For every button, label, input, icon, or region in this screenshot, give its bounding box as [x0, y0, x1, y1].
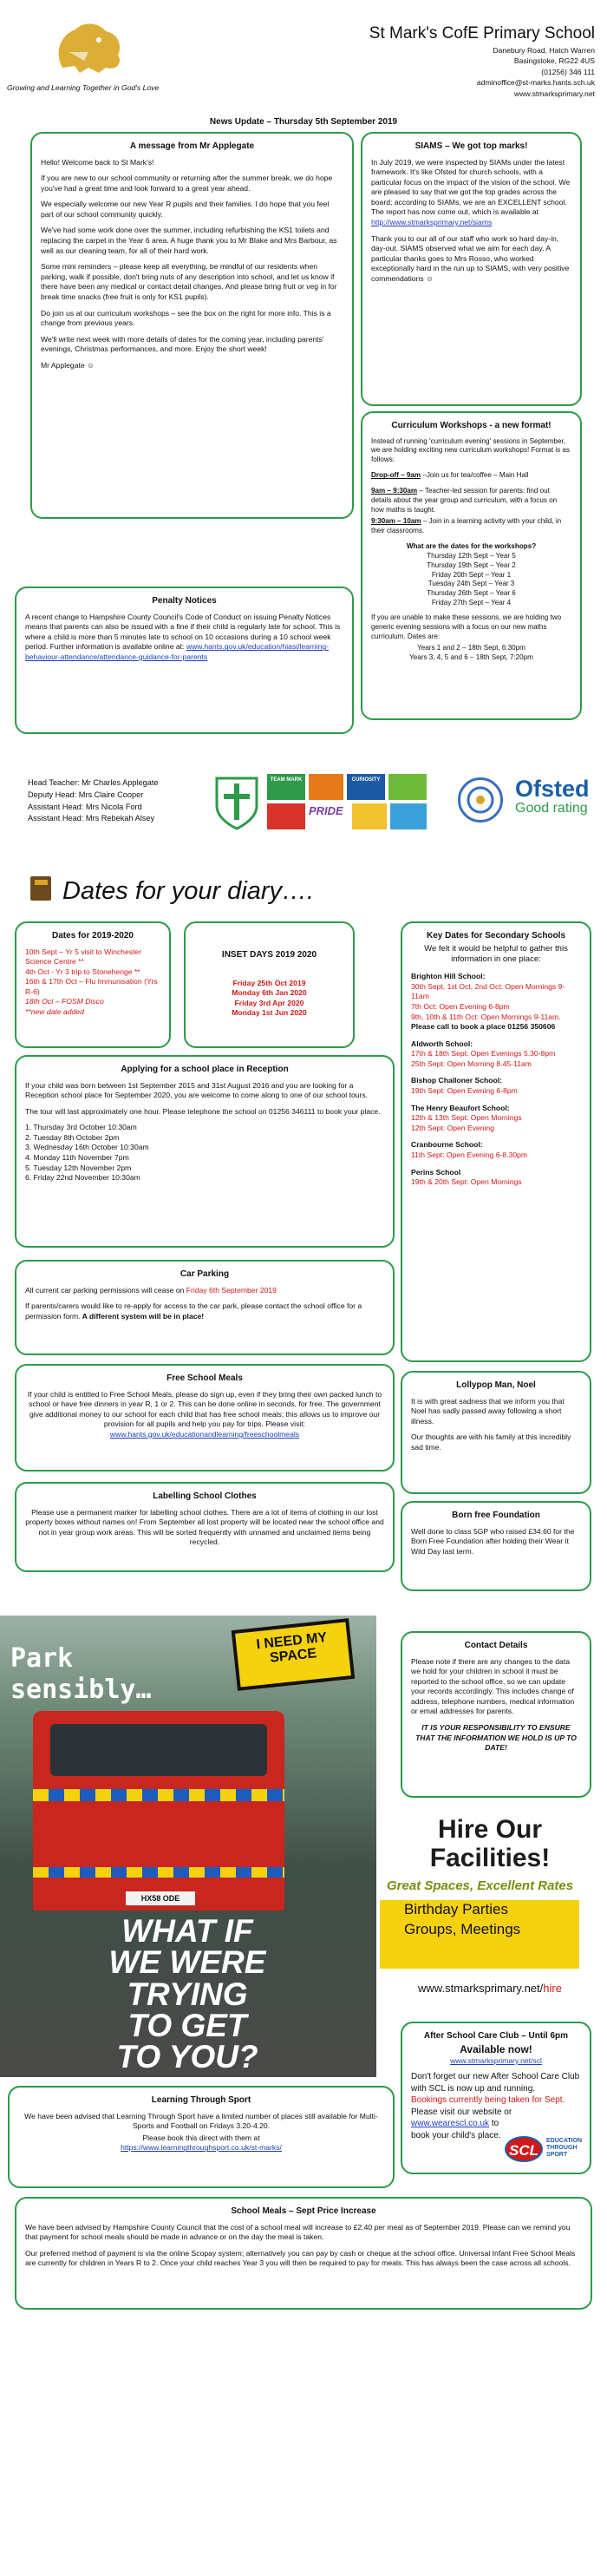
- school-logo: [45, 17, 132, 80]
- after-school-club-box: [401, 2022, 591, 2174]
- hire-birthday: Birthday Parties: [380, 1900, 579, 1920]
- slogan-line: WE WERE: [108, 1944, 266, 1981]
- lion-icon: [45, 17, 132, 80]
- badge-icon: [460, 780, 500, 820]
- workshop-date: Thursday 19th Sept – Year 2: [427, 560, 516, 569]
- slogan-line: TRYING: [127, 1976, 248, 2012]
- date-item: 10th Sept – Yr 5 visit to Winchester Science Centre **: [25, 947, 142, 967]
- join-in-text: – Join in a learning activity with your child, in their classrooms.: [371, 516, 562, 534]
- sport-title: Learning Through Sport: [151, 2095, 251, 2105]
- workshop-date: Friday 27th Sept – Year 4: [431, 599, 512, 607]
- car-parking-box: [15, 1260, 395, 1355]
- contact-emphasis: IT IS YOUR RESPONSIBILITY TO ENSURE THAT THE INFORMATION WE HOLD IS UP TO DATE!: [415, 1723, 577, 1753]
- penalty-notices-box: [15, 587, 354, 734]
- slogan-line: TO GET: [127, 2007, 247, 2043]
- award-badge: [458, 777, 503, 823]
- join-in-label: 9:30am – 10am: [371, 516, 421, 525]
- ofsted-word: Ofsted: [515, 776, 590, 802]
- tour-date: 6. Friday 22nd November 10:30am: [25, 1173, 140, 1183]
- diary-book-icon: [28, 875, 54, 902]
- school-date-line: 17th & 18th Sept: Open Evenings 5.30-8pm: [411, 1049, 556, 1059]
- church-crest: [213, 775, 260, 832]
- school-name-entry: Cranbourne School:: [411, 1140, 483, 1150]
- fire-engine-stripe: [33, 1789, 284, 1801]
- scl-logo: [505, 2134, 588, 2166]
- welcome-signoff: Mr Applegate ☺: [41, 361, 95, 370]
- school-date-line: 7th Oct: Open Evening 6-8pm: [411, 1001, 510, 1011]
- parking-date: Friday 6th September 2019: [186, 1285, 277, 1295]
- secondary-schools-box: [401, 921, 591, 1362]
- values-tile: [388, 774, 427, 800]
- school-name-entry: Brighton Hill School:: [411, 972, 486, 981]
- school-motto: Growing and Learning Together in God's Love: [7, 83, 160, 92]
- sensibly-text: sensibly…: [10, 1675, 152, 1705]
- welcome-title: A message from Mr Applegate: [129, 141, 255, 151]
- values-tile: [309, 774, 343, 800]
- reception-booking: The tour will last approximately one hour. Please telephone the school on 01256 346111 to book your place.: [25, 1106, 381, 1116]
- inset-day: Monday 1st Jun 2020: [232, 1008, 307, 1018]
- dates-title: Dates for 2019-2020: [52, 931, 134, 941]
- afterschool-link[interactable]: www.stmarksprimary.net/scl: [450, 2055, 542, 2065]
- values-tile: [267, 803, 305, 829]
- parking-warning: A different system will be in place!: [80, 1311, 205, 1321]
- values-tile: [352, 803, 387, 829]
- labelling-text: Please use a permanent marker for labelling school clothes. There are a lot of items of clothing in our lost property boxes without names on! From September all lost property will be located near the school office and not in year group work areas. This will be sorted frequently with unnamed and unclaimed items being recycled.: [25, 1507, 384, 1547]
- scl-website-link[interactable]: www.wearescl.co.uk: [411, 2119, 490, 2129]
- school-date-line: 9th, 10th & 11th Oct: Open Mornings 9-11am.: [411, 1012, 561, 1021]
- tour-date: 3. Wednesday 16th October 10:30am: [25, 1143, 149, 1152]
- curiosity-logo: CURIOSITY: [347, 774, 385, 800]
- slogan-line: TO YOU?: [116, 2039, 258, 2075]
- inset-title: INSET DAYS 2019 2020: [221, 950, 317, 960]
- what-if-slogan: [14, 1913, 361, 2075]
- meals-price-title: School Meals – Sept Price Increase: [231, 2206, 376, 2216]
- afterschool-book: to book your child's place.: [411, 2119, 501, 2140]
- siams-report-link[interactable]: http://www.stmarksprimary.net/siams: [371, 218, 493, 227]
- hire-groups: Groups, Meetings: [380, 1920, 579, 1969]
- born-free-box: [401, 1501, 591, 1591]
- welcome-paragraph: We'll write next week with more details of dates for the coming year, including parents' evenings, Christmas performances, and more. Enjoy the short week!: [41, 334, 324, 354]
- school-date-line: 25th Sept: Open Morning 8.45-11am: [411, 1059, 532, 1068]
- tour-date: 1. Thursday 3rd October 10:30am: [25, 1123, 137, 1132]
- workshop-date: Friday 20th Sept – Year 1: [431, 570, 512, 579]
- hire-url-base: www.stmarksprimary.net/: [418, 1982, 544, 1996]
- calendar-icon: [28, 875, 54, 902]
- afterschool-visit: Please visit our website or: [411, 2107, 512, 2117]
- reception-title: Applying for a school place in Reception: [121, 1065, 289, 1074]
- address-line: Basingstoke, RG22 4US: [513, 56, 595, 66]
- welcome-paragraph: Some mini reminders – please keep all everything, be mindful of our residents when parking, walk if possible, don't bring nuts of any description into school, and let us know if there have been any medical or contact detail changes. And please bring fruit or veg in for break time snacks (free fruit is only for KS1 pupils).: [41, 262, 337, 302]
- staff-member: Assistant Head: Mrs Nicola Ford: [28, 802, 142, 811]
- news-update-date: News Update – Thursday 5th September 2019: [209, 117, 398, 127]
- school-name-entry: The Henry Beaufort School:: [411, 1103, 510, 1112]
- staff-list: [28, 777, 159, 825]
- siams-box: [361, 132, 582, 406]
- park-text: Park: [10, 1643, 74, 1674]
- sport-link[interactable]: https://www.learningthroughsport.co.uk/st-marks/: [121, 2143, 282, 2153]
- welcome-paragraph: We especially welcome our new Year R pupils and their families. I do hope that you feel part of our school community quickly.: [41, 200, 330, 219]
- staff-member: Deputy Head: Mrs Claire Cooper: [28, 790, 144, 799]
- school-date-line: 12th Sept: Open Evening: [411, 1123, 495, 1132]
- siams-title: SIAMS – We got top marks!: [414, 141, 528, 151]
- values-logos: [267, 774, 430, 829]
- scl-logo-text: SPORT: [546, 2152, 568, 2159]
- scl-logo-mark: SCL: [505, 2136, 543, 2162]
- website-address[interactable]: www.stmarksprimary.net: [514, 88, 595, 98]
- meals-price-text: We have been advised by Hampshire County Council that the cost of a school meal will increase to £2.40 per meal as of September 2019. Please can we remind you that payment for school meals should be made in advance or on the day the meal is taken.: [25, 2222, 571, 2242]
- email-address[interactable]: adminoffice@st-marks.hants.sch.uk: [476, 78, 595, 88]
- values-tile: [390, 803, 427, 829]
- fire-engine-stripe: [33, 1867, 284, 1878]
- free-school-meals-box: [15, 1364, 395, 1472]
- afterschool-text: Don't forget our new After School Care Club with SCL is now up and running.: [411, 2072, 580, 2094]
- sport-text: We have been advised that Learning Through Sport have a limited number of places still available for Multi-Sports and Football on Fridays 3.20-4.20.: [24, 2111, 378, 2131]
- welcome-paragraph: Do join us at our curriculum workshops – see the box on the right for more info. This is a change from previous years.: [41, 308, 331, 328]
- workshops-outro: If you are unable to make these sessions, we are holding two generic evening sessions with a focus on our new maths curriculum. Dates are:: [371, 613, 562, 641]
- hire-url-path: hire: [543, 1982, 562, 1996]
- reception-places-box: [15, 1055, 395, 1248]
- afterschool-title: After School Care Club – Until 6pm: [423, 2031, 569, 2041]
- labelling-clothes-box: [15, 1482, 395, 1572]
- inset-day: Friday 3rd Apr 2020: [234, 998, 304, 1007]
- hire-facilities-advert: [380, 1815, 600, 2011]
- parking-title: Car Parking: [179, 1269, 230, 1279]
- meals-text: If your child is entitled to Free School Meals, please do sign up, even if they bring their own packed lunch to school or have free dinners in year R, 1 or 2. This can be done online in seconds, for free. The government give additional money to our school for each child that has free school meals; this allows us to improve our provision for all pupils and help you pay for trips. Please visit:: [27, 1389, 382, 1429]
- afterschool-bookings: Bookings currently being taken for Sept.: [411, 2095, 565, 2106]
- labelling-title: Labelling School Clothes: [153, 1491, 257, 1501]
- dates-2019-box: [15, 921, 171, 1048]
- date-note: **new date added: [25, 1007, 84, 1017]
- school-date-line: 11th Sept: Open Evening 6-8.30pm: [411, 1150, 528, 1160]
- dropoff-label: Drop-off – 9am: [371, 471, 421, 480]
- phone-number: (01256) 346 111: [541, 67, 595, 76]
- scl-logo-text: EDUCATION: [546, 2138, 583, 2144]
- lollipop-man-box: [401, 1371, 591, 1494]
- slogan-line: WHAT IF: [121, 1913, 253, 1949]
- staff-member: Head Teacher: Mr Charles Applegate: [28, 778, 159, 787]
- contact-text: Please note if there are any changes to the data we hold for your children in school it must be reported to the school office, so we can update your records accordingly. This includes change of address, telephone numbers, medical information or email addresses for parents.: [411, 1656, 575, 1716]
- dropoff-text: –Join us for tea/coffee – Main Hall: [421, 471, 529, 480]
- penalty-title: Penalty Notices: [152, 596, 217, 606]
- siams-thanks: Thank you to our all of our staff who work so hard day-in, day-out. SIAMS observed what we aim for each day. A particular thanks goes to Mrs Rosso, who worked exceptionally hard in the run up to SIAMS, with very positive commendations ☺: [371, 233, 570, 284]
- hire-url[interactable]: [380, 1981, 600, 1996]
- penalty-text: A recent change to Hampshire County Council's Code of Conduct on issuing Penalty Notices means that parents can also be issued with a fine if their child is regularly late for school. This is where a child is more than 5 minutes late to school on 10 occasions during a 10 school week period. Further information is available online at:: [25, 612, 341, 652]
- need-my-space-sign: I NEED MY SPACE: [232, 1618, 356, 1691]
- staff-member: Assistant Head: Mrs Rebekah Alsey: [28, 814, 155, 823]
- secondary-title: Key Dates for Secondary Schools: [426, 931, 566, 941]
- inset-day: Friday 25th Oct 2019: [232, 978, 306, 987]
- ofsted-logo: [515, 777, 595, 816]
- workshop-date: Thursday 26th Sept – Year 6: [427, 589, 516, 598]
- tour-date: 2. Tuesday 8th October 2pm: [25, 1132, 120, 1142]
- inset-days-box: [184, 921, 355, 1048]
- contact-title: Contact Details: [464, 1641, 528, 1650]
- tour-date: 4. Monday 11th November 7pm: [25, 1153, 129, 1163]
- school-date-line: 19th & 20th Sept: Open Mornings: [411, 1177, 522, 1187]
- diary-title: Dates for your diary….: [62, 877, 315, 905]
- date-item: 16th & 17th Oct – Flu Immunisation (Yrs R-6): [25, 977, 158, 996]
- lollipop-title: Lollypop Man, Noel: [456, 1380, 536, 1390]
- bornfree-title: Born free Foundation: [452, 1511, 540, 1520]
- secondary-intro: We felt it would be helpful to gather this information in one place:: [424, 943, 568, 965]
- hire-title: Hire Our Facilities!: [429, 1815, 551, 1872]
- teacher-led-text: – Teacher-led session for parents: find out details about the year group and curriculum, with a focus on how maths is taught.: [371, 487, 558, 515]
- workshop-date: Tuesday 24th Sept – Year 3: [428, 580, 515, 588]
- welcome-paragraph: Hello! Welcome back to St Mark's!: [41, 157, 154, 167]
- fire-engine-windscreen: [50, 1724, 267, 1776]
- curriculum-workshops-box: [361, 411, 582, 720]
- number-plate: HX58 ODE: [126, 1891, 195, 1905]
- meals-title: Free School Meals: [166, 1373, 243, 1383]
- school-address: [477, 45, 595, 99]
- welcome-message-box: [30, 132, 354, 519]
- crest-icon: [213, 775, 260, 832]
- tour-date: 5. Tuesday 12th November 2pm: [25, 1163, 132, 1172]
- date-item: 4th Oct - Yr 3 trip to Stonehenge **: [25, 967, 140, 976]
- parking-poster-photo: [0, 1616, 376, 2077]
- inset-day: Monday 6th Jan 2020: [232, 988, 307, 998]
- learning-through-sport-box: [8, 2086, 395, 2188]
- workshops-title: Curriculum Workshops - a new format!: [391, 421, 552, 430]
- evening-session: Years 3, 4, 5 and 6 – 18th Sept, 7:20pm: [409, 652, 533, 661]
- school-name-entry: Aldworth School:: [411, 1039, 473, 1048]
- afterschool-available: Available now!: [460, 2042, 532, 2055]
- meals-link[interactable]: www.hants.gov.uk/educationandlearning/freeschoolmeals: [109, 1429, 300, 1439]
- scl-logo-text: THROUGH: [546, 2145, 578, 2152]
- teacher-led-label: 9am – 9:30am: [371, 487, 418, 495]
- date-item: 18th Oct – FOSM Disco: [25, 997, 104, 1006]
- school-booking-line: Please call to book a place 01256 350606: [411, 1022, 556, 1032]
- school-date-line: 12th & 13th Sept: Open Mornings: [411, 1113, 522, 1123]
- school-name-entry: Perins School: [411, 1167, 461, 1177]
- lollipop-condolence: Our thoughts are with his family at this incredibly sad time.: [411, 1432, 571, 1452]
- evening-session: Years 1 and 2 – 18th Sept, 6:30pm: [417, 644, 525, 652]
- address-line: Danebury Road, Hatch Warren: [493, 46, 595, 55]
- school-name-entry: Bishop Challoner School:: [411, 1076, 503, 1085]
- school-name: St Mark's CofE Primary School: [369, 24, 595, 43]
- workshops-intro: Instead of running 'curriculum evening' sessions in September, we are holding exciting new curriculum workshops! Format is as follows:: [371, 436, 570, 464]
- school-meals-price-box: [15, 2197, 592, 2310]
- workshops-dates-title: What are the dates for the workshops?: [406, 541, 537, 550]
- school-date-line: 19th Sept: Open Evening 6-8pm: [411, 1086, 518, 1096]
- pride-logo: PRIDE: [309, 803, 349, 829]
- contact-details-box: [401, 1631, 591, 1798]
- reception-text: If your child was born between 1st September 2015 and 31st August 2016 and you are looking for a Reception school place for September 2020, you are welcome to come along to one of our school tours.: [25, 1080, 369, 1100]
- team-mark-logo: TEAM MARK: [267, 774, 305, 800]
- meals-payment-text: Our preferred method of payment is via the online Scopay system; alternatively you can pay by cash or cheque at the school office. Universal Infant Free School Meals are currently for children in Years R to 2. Once your child reaches Year 3 you will then be required to pay for meals. This has always been the case across all schools.: [25, 2248, 576, 2268]
- workshop-date: Thursday 12th Sept – Year 5: [427, 551, 516, 560]
- sport-booking: Please book this direct with them at: [142, 2133, 260, 2142]
- parking-text: All current car parking permissions will cease on: [25, 1285, 186, 1295]
- school-date-line: 30th Sept, 1st Oct, 2nd Oct: Open Mornings 9-11am: [411, 981, 565, 1001]
- welcome-paragraph: If you are new to our school community or returning after the summer break, we do hope you've had a great time and look forward to a great year ahead.: [41, 174, 333, 193]
- penalty-info-link[interactable]: www.hants.gov.uk/education/hiasi/learning-behaviour-attendance/attendance-guidance-for-parents: [25, 642, 329, 661]
- welcome-paragraph: We've had some work done over the summer, including refurbishing the KS1 toilets and replacing the carpet in the Year 6 area. A huge thank you to Mr Blake and Mrs Barbour, as well as our cleaning team, for all of their hard work.: [41, 226, 337, 255]
- lollipop-text: It is with great sadness that we inform you that Noel has sadly passed away following a short illness.: [411, 1396, 565, 1426]
- hire-subtitle: Great Spaces, Excellent Rates: [387, 1878, 574, 1893]
- siams-text: In July 2019, we were inspected by SIAMs under the latest framework. It's like Ofsted for church schools, with a particular focus on the impact of the vision of the school. We are pleased to say that we got the top grades across the board; according to SIAMs, we are an EXCELLENT school. The report has now come out, which is available at: [371, 157, 571, 217]
- ofsted-rating: Good rating: [515, 801, 588, 816]
- bornfree-text: Well done to class 5GP who raised £34.60 for the Born Free Foundation after holding their Wear it Wild Day last term.: [411, 1526, 575, 1556]
- parking-reapply-text: If parents/carers would like to re-apply for access to the car park, please contact the school office for a permission form.: [25, 1301, 362, 1321]
